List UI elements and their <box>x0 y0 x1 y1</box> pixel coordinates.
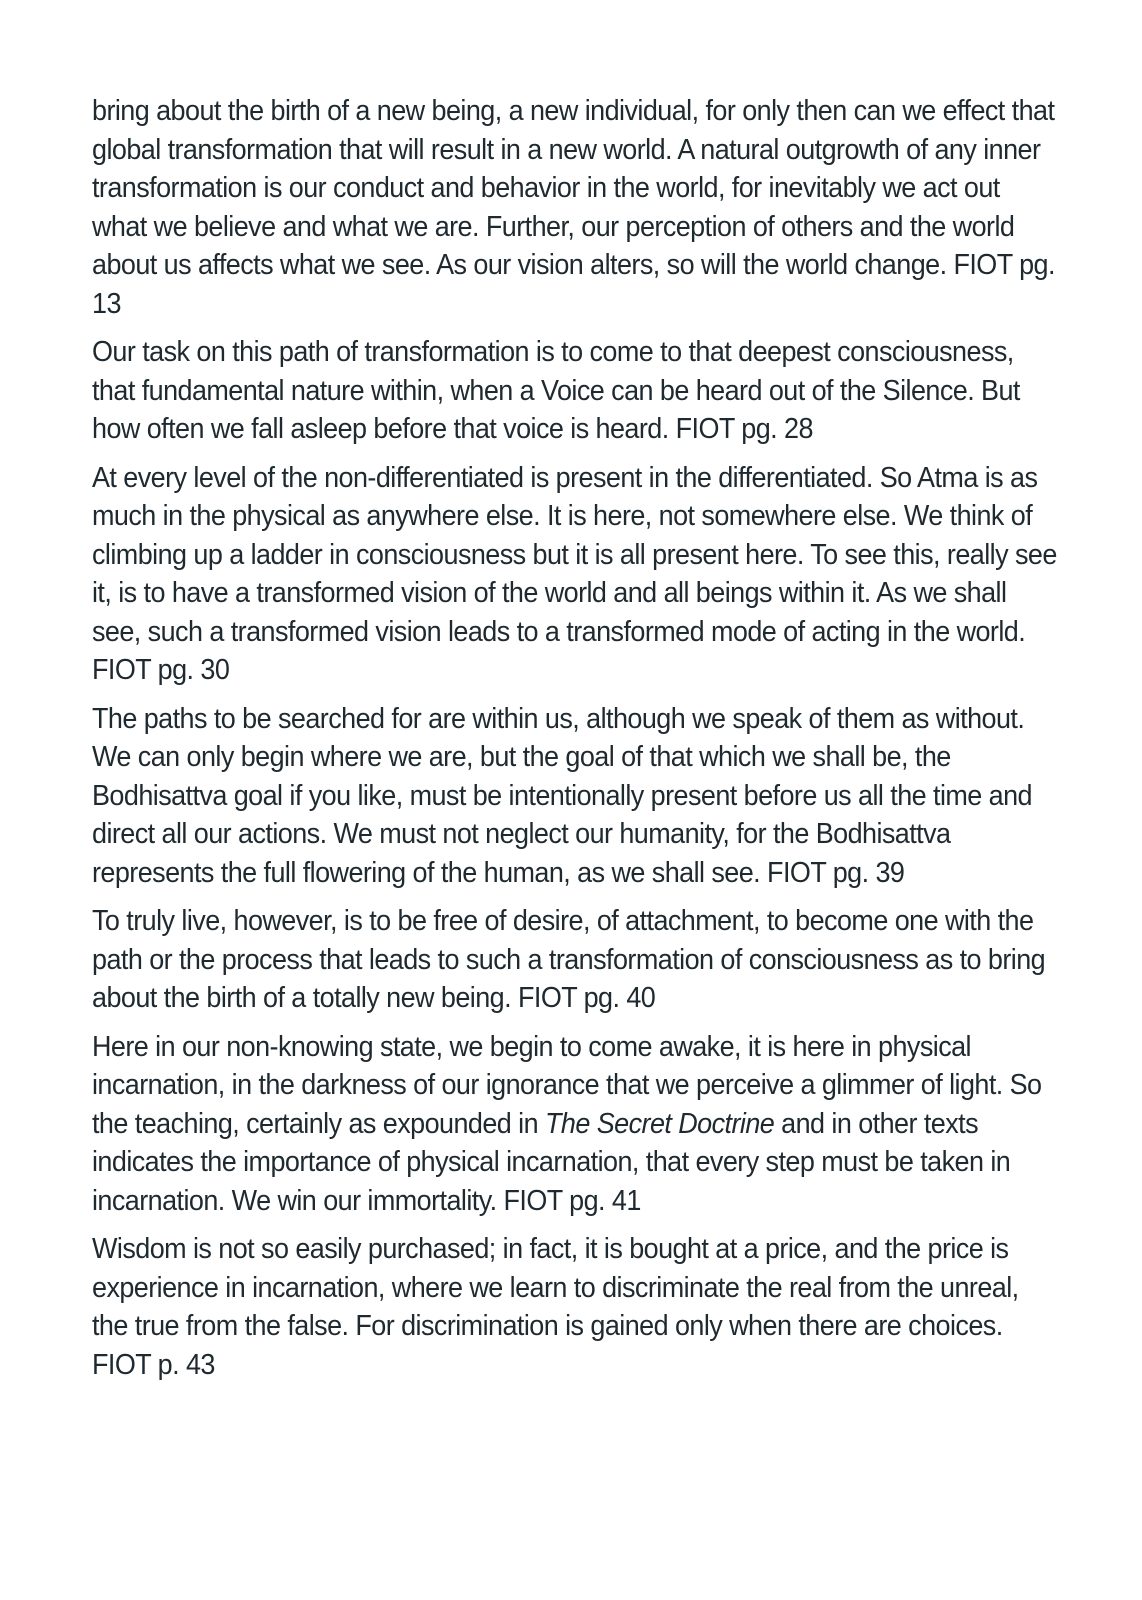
paragraph-fiot-41 <box>92 1028 1059 1221</box>
paragraph-text-before-title: Here in our non-knowing state, we begin to come awake, it is here in physical incarnation, in the darkness of our ignorance that we perceive a glimmer of light. So the teaching, certainly as expounded in <box>92 1030 1042 1140</box>
paragraph-text: The paths to be searched for are within us, although we speak of them as without. We can only begin where we are, but the goal of that which we shall be, the Bodhisattva goal if you like, must be intentionally present before us all the time and direct all our actions. We must not neglect our humanity, for the Bodhisattva represents the full flowering of the human, as we shall see. FIOT pg. 39 <box>92 702 1032 889</box>
paragraph-text: At every level of the non-differentiated is present in the differentiated. So Atma is as much in the physical as anywhere else. It is here, not somewhere else. We think of climbing up a ladder in consciousness but it is all present here. To see this, really see it, is to have a transformed vision of the world and all beings within it. As we shall see, such a transformed vision leads to a transformed mode of acting in the world. FIOT pg. 30 <box>92 461 1057 686</box>
paragraph-text: To truly live, however, is to be free of desire, of attachment, to become one with the path or the process that leads to such a transformation of consciousness as to bring about the birth of a totally new being. FIOT pg. 40 <box>92 905 1046 1014</box>
paragraph-fiot-43 <box>92 1230 1059 1384</box>
book-title-italic: The Secret Doctrine <box>544 1107 775 1140</box>
paragraph-text-after-title: and in other texts indicates the importance of physical incarnation, that every step must be taken in incarnation. We win our immortality. FIOT pg. 41 <box>92 1107 1011 1217</box>
paragraph-fiot-40 <box>92 902 1059 1018</box>
paragraph-fiot-39 <box>92 700 1059 893</box>
paragraph-text: Wisdom is not so easily purchased; in fact, it is bought at a price, and the price is experience in incarnation, where we learn to discriminate the real from the unreal, the true from the false. For discrimination is gained only when there are choices. FIOT p. 43 <box>92 1233 1019 1381</box>
paragraph-fiot-30 <box>92 459 1059 690</box>
paragraph-text: Our task on this path of transformation is to come to that deepest consciousness, that fundamental nature within, when a Voice can be heard out of the Silence. But how often we fall asleep before that voice is heard. FIOT pg. 28 <box>92 336 1020 445</box>
paragraph-fiot-13 <box>92 92 1059 323</box>
paragraph-text: bring about the birth of a new being, a new individual, for only then can we effect that global transformation that will result in a new world. A natural outgrowth of any inner transformation is our conduct and behavior in the world, for inevitably we act out what we believe and what we are. Further, our perception of others and the world about us affects what we see. As our vision alters, so will the world change. FIOT pg. 13 <box>92 95 1055 320</box>
paragraph-fiot-28 <box>92 333 1059 449</box>
